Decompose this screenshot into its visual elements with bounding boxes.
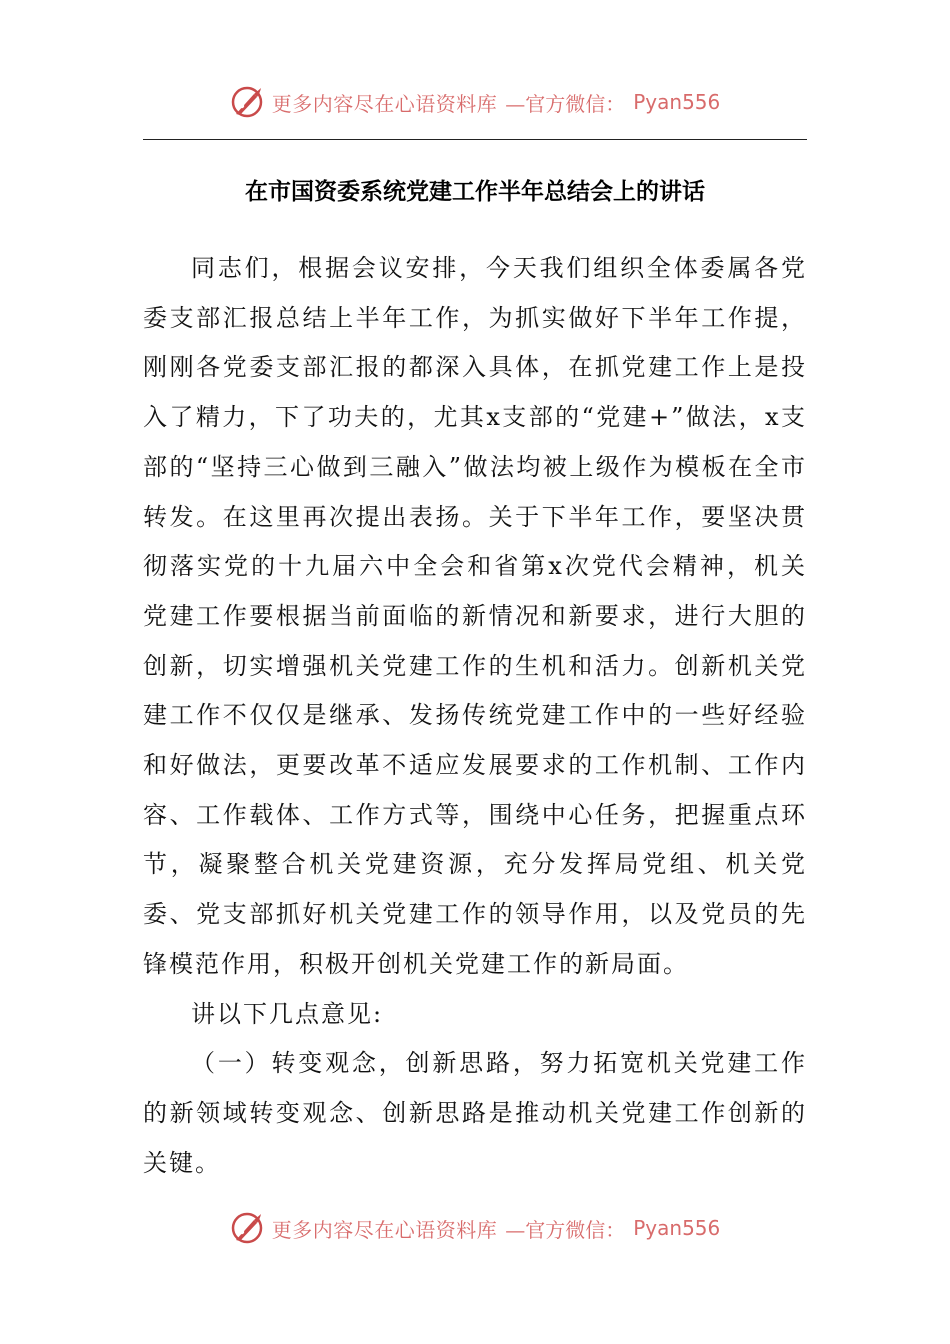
quill-pen-logo-icon [230,1211,264,1245]
footer-watermark-banner [0,1208,950,1248]
header-banner-wechat-id: Pyan556 [633,90,721,114]
footer-banner-wechat-label: —官方微信： [505,1217,626,1242]
footer-banner-wechat-id: Pyan556 [633,1216,721,1240]
paragraph-points-intro: 讲以下几点意见: [191,999,384,1028]
paragraph-point-one: （一）转变观念，创新思路，努力拓宽机关党建工作的新领域转变观念、创新思路是推动机关党建工作创新的关键。 [143,1049,807,1177]
quill-pen-logo-icon [230,85,264,119]
header-banner-wechat-label: —官方微信： [505,91,626,116]
footer-banner-text: 更多内容尽在心语资料库 [271,1217,498,1242]
header-watermark-banner [0,82,950,122]
header-divider [143,139,807,140]
document-title: 在市国资委系统党建工作半年总结会上的讲话 [245,179,705,205]
document-body [143,244,807,1188]
paragraph-opening: 同志们，根据会议安排，今天我们组织全体委属各党委支部汇报总结上半年工作，为抓实做好下半年工作提，刚刚各党委支部汇报的都深入具体，在抓党建工作上是投入了精力，下了功夫的，尤其x支部的“党建+”做法，x支部的“坚持三心做到三融入”做法均被上级作为模板在全市转发。在这里再次提出表扬。关于下半年工作，要坚决贯彻落实党的十九届六中全会和省第x次党代会精神，机关党建工作要根据当前面临的新情况和新要求，进行大胆的创新，切实增强机关党建工作的生机和活力。创新机关党建工作不仅仅是继承、发扬传统党建工作中的一些好经验和好做法，更要改革不适应发展要求的工作机制、工作内容、工作载体、工作方式等，围绕中心任务，把握重点环节，凝聚整合机关党建资源，充分发挥局党组、机关党委、党支部抓好机关党建工作的领导作用，以及党员的先锋模范作用，积极开创机关党建工作的新局面。 [143,254,807,978]
header-banner-text: 更多内容尽在心语资料库 [271,91,498,116]
